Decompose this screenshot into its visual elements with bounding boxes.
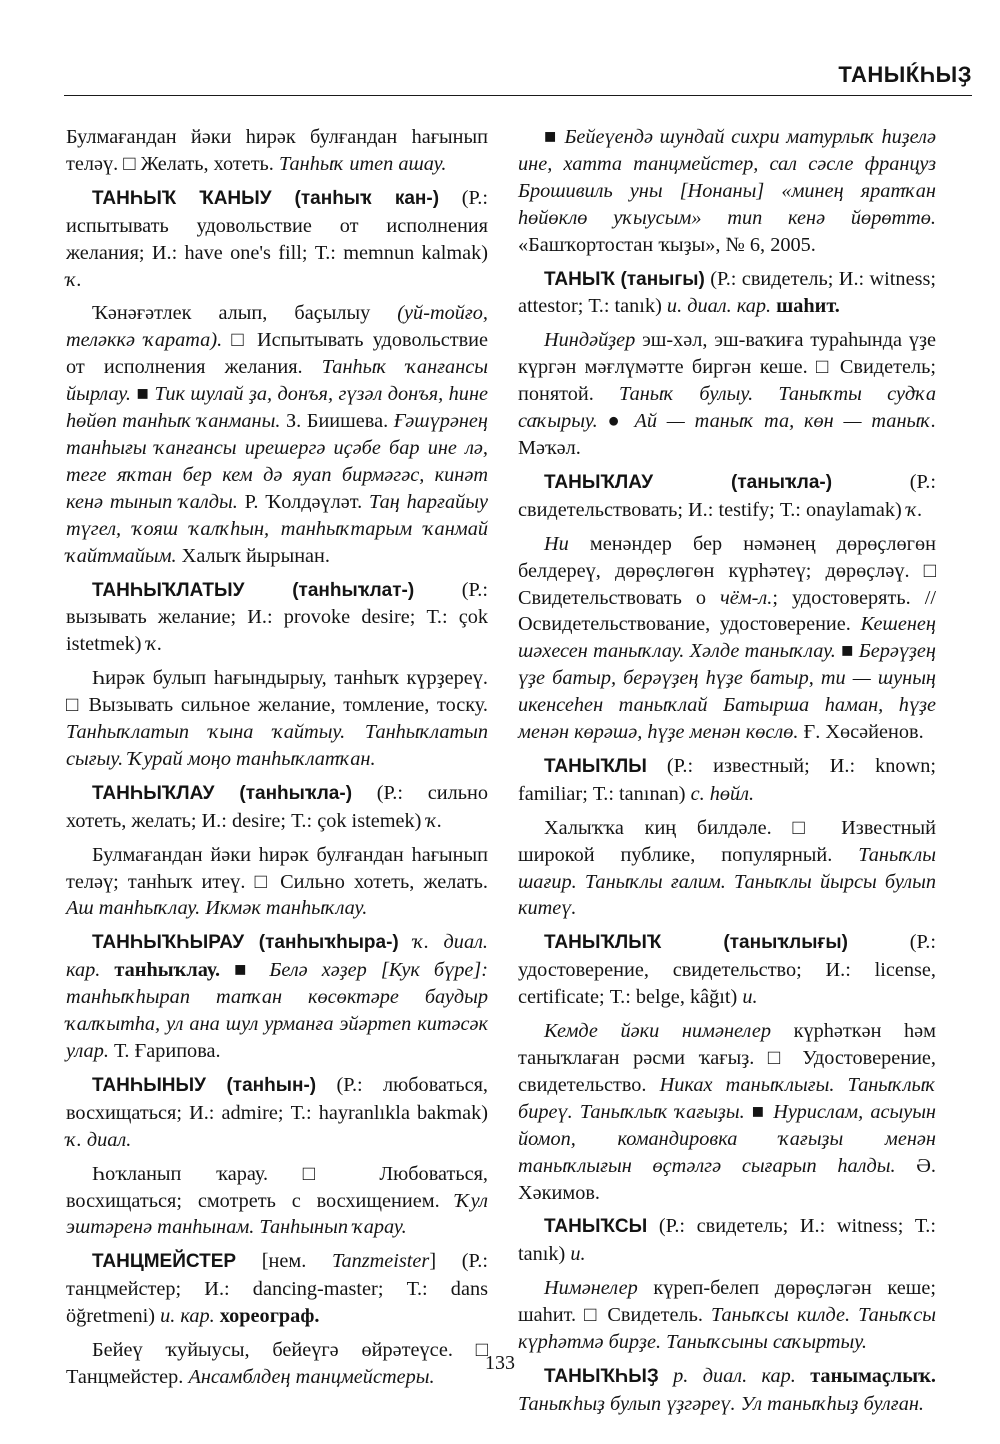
entry-paragraph: ТАНҺЫҠ ҠАНЫУ (танһыҡ кан-) (Р.: испытывать удовольствие от исполнения желания; И.: have one's fill; Т.: memnun kalmak) ҡ. (66, 186, 488, 291)
entry-paragraph: ТАНҺЫНЫУ (танһын-) (Р.: любоваться, восхищаться; И.: admire; Т.: hayranlıkla bakmak) ҡ. диал. (66, 1073, 488, 1151)
entry-paragraph: Һирәк булып һағындырыу, танһыҡ күрҙереү. □ Вызывать сильное желание, томление, тоску. Танһыҡлатып ҡына ҡайтыу. Танһыҡлатып сығыу. Ҡурай моңо танһыҡлатҡан. (66, 667, 488, 770)
entry-paragraph: ТАНЫҠҺЫҘ р. диал. кар. танымаҫлыҡ. Таныҡһыҙ булып үҙгәреү. Ул таныҡһыҙ булған. (518, 1364, 936, 1415)
entry-paragraph: Һоҡланып ҡарау. □ Любоваться, восхищаться; смотреть с восхищением. Ҡул эштәренә танһынам. Танһынып ҡарау. (66, 1162, 488, 1239)
entry-paragraph: ТАНЫҠЛЫ (Р.: известный; И.: known; familiar; Т.: tanınan) с. һөйл. (518, 754, 936, 805)
entry-paragraph: Ниндәйҙер эш-хәл, эш-ваҡиға тураһында үҙе күргән мәғлүмәтте биргән кеше. □ Свидетель; понятой. Таныҡ булыу. Таныҡты судҡа саҡырыу. ● Ай — таныҡ та, көн — таныҡ. Мәҡәл. (518, 329, 937, 459)
entry-paragraph: ТАНЫҠЛАУ (таныҡла-) (Р.: свидетельствовать; И.: testify; Т.: onaylamak) ҡ. (518, 470, 936, 521)
entry-paragraph: Булмағандан йәки һирәк булғандан һағынып теләү. □ Желать, хотеть. Танһыҡ итеп ашау. (66, 126, 488, 175)
entry-paragraph: Ни менәндер бер нәмәнең дөрөҫлөгөн белдереү, дөрөҫлөгөн күрһәтеү; дөрөҫләү. □ Свидетельствовать о чём-л.; удостоверять. // Освидетельствование, удостоверение. Кешенең шәхесен таныҡлау. Хәлде таныҡлау. ■ Берәүҙең үҙе батыр, берәүҙең һүҙе батыр, ти — шуның икенсеһен таныҡлай Батырша һаман, һүҙе менән көрәшә, һүҙе менән көслө. Ғ. Хөсәйенов. (518, 532, 936, 744)
entry-paragraph: Булмағандан йәки һирәк булғандан һағынып теләү; танһыҡ итеү. □ Сильно хотеть, желать. Аш танһыҡлау. Икмәк танһыҡлау. (66, 843, 488, 920)
entry-paragraph: ТАНЫҠЛЫҠ (таныҡлығы) (Р.: удостоверение, свидетельство; И.: license, certificate; Т.: belge, kâğıt) и. (518, 931, 936, 1009)
entry-paragraph: ТАНЫҠ (таныгы) (Р.: свидетель; И.: witness; attestor; Т.: tanık) и. диал. кар. шаһит. (518, 267, 936, 318)
header-rule (64, 95, 972, 96)
left-column (66, 124, 488, 1398)
entry-paragraph: Ҡәнәғәтлек алып, баҫылыу (уй-тойғо, теләккә ҡарата). □ Испытывать удовольствие от исполнения желания. Танһыҡ ҡанғансы йырлау. ■ Тик шулай ҙа, донъя, гүзәл донъя, һине һөйөп танһыҡ ҡанманы. З. Биишева. Ғәшүрәнең танһығы ҡанғансы ирешергә иҫәбе бар ине лә, теге яҡтан бер кем дә яуап бирмәгәс, кинәт кенә тынып ҡалды. Р. Ҡолдәүләт. Таң һарғайыу түгел, ҡояш ҡалҡһын, танһыҡтарым ҡанмай ҡайтмайым. Халыҡ йырынан. (66, 302, 489, 567)
entry-paragraph: Бейеү ҡуйыусы, бейеүгә өйрәтеүсе. □ Танцмейстер. Ансамблдең танцмейстеры. (66, 1339, 488, 1388)
entry-paragraph: ■ Бейеүендә шундай сихри матурлыҡ һиҙелә ине, хатта танцмейстер, сал сәсле француз Брошивиль уны [Нонаны] «минең яратҡан һөйөклө уҡыусым» тип кенә йөрөттө. «Башҡортостан ҡыҙы», № 6, 2005. (518, 126, 936, 256)
entry-paragraph: Кемде йәки нимәнелер күрһәткән һәм таныҡлаған рәсми ҡағыҙ. □ Удостоверение, свидетельство. Никах таныҡлығы. Таныҡлыҡ биреү. Таныҡлыҡ ҡағыҙы. ■ Нурислам, асыуын йомоп, командировка ҡағыҙы менән таныҡлығын өҫтәлгә сығарып һалды. Ә. Хәкимов. (518, 1020, 936, 1204)
running-header: ТАНЫЌҺЫҘ (838, 62, 972, 87)
entry-paragraph: Нимәнелер күреп-белеп дөрөҫләгән кеше; шаһит. □ Свидетель. Таныҡсы килде. Таныҡсы күрһәтмә бирҙе. Таныҡсыны саҡыртыу. (518, 1277, 936, 1354)
right-column (518, 124, 936, 1425)
entry-paragraph: ТАНЦМЕЙСТЕР [нем. Tanzmeister] (Р.: танцмейстер; И.: dancing-master; Т.: dans öğretmeni) и. кар. хореограф. (66, 1250, 488, 1328)
entry-paragraph: ТАНҺЫҠЛАУ (танһыҡла-) (Р.: сильно хотеть, желать; И.: desire; Т.: çok istemek) ҡ. (66, 781, 488, 832)
entry-paragraph: ТАНҺЫҠЛАТЫУ (танһыҡлат-) (Р.: вызывать желание; И.: provoke desire; Т.: çok istetmek) ҡ. (66, 578, 488, 656)
entry-paragraph: ТАНҺЫҠҺЫРАУ (танһыҡһыра-) ҡ. диал. кар. танһыҡлау. ■ Белә хәҙер [Кук бүре]: танһыҡһырап тапҡан көсөктәре баудыр ҡалҡытһа, ул ана шул урманға эйәртеп китәсәк улар. Т. Ғарипова. (66, 931, 489, 1062)
page-number: 133 (485, 1352, 515, 1374)
entry-paragraph: Халыҡҡа киң билдәле. □ Известный широкой публике, популярный. Таныҡлы шағир. Таныҡлы ғалим. Таныҡлы йырсы булып китеү. (518, 816, 936, 920)
entry-paragraph: ТАНЫҠСЫ (Р.: свидетель; И.: witness; Т.: tanık) и. (518, 1215, 936, 1266)
